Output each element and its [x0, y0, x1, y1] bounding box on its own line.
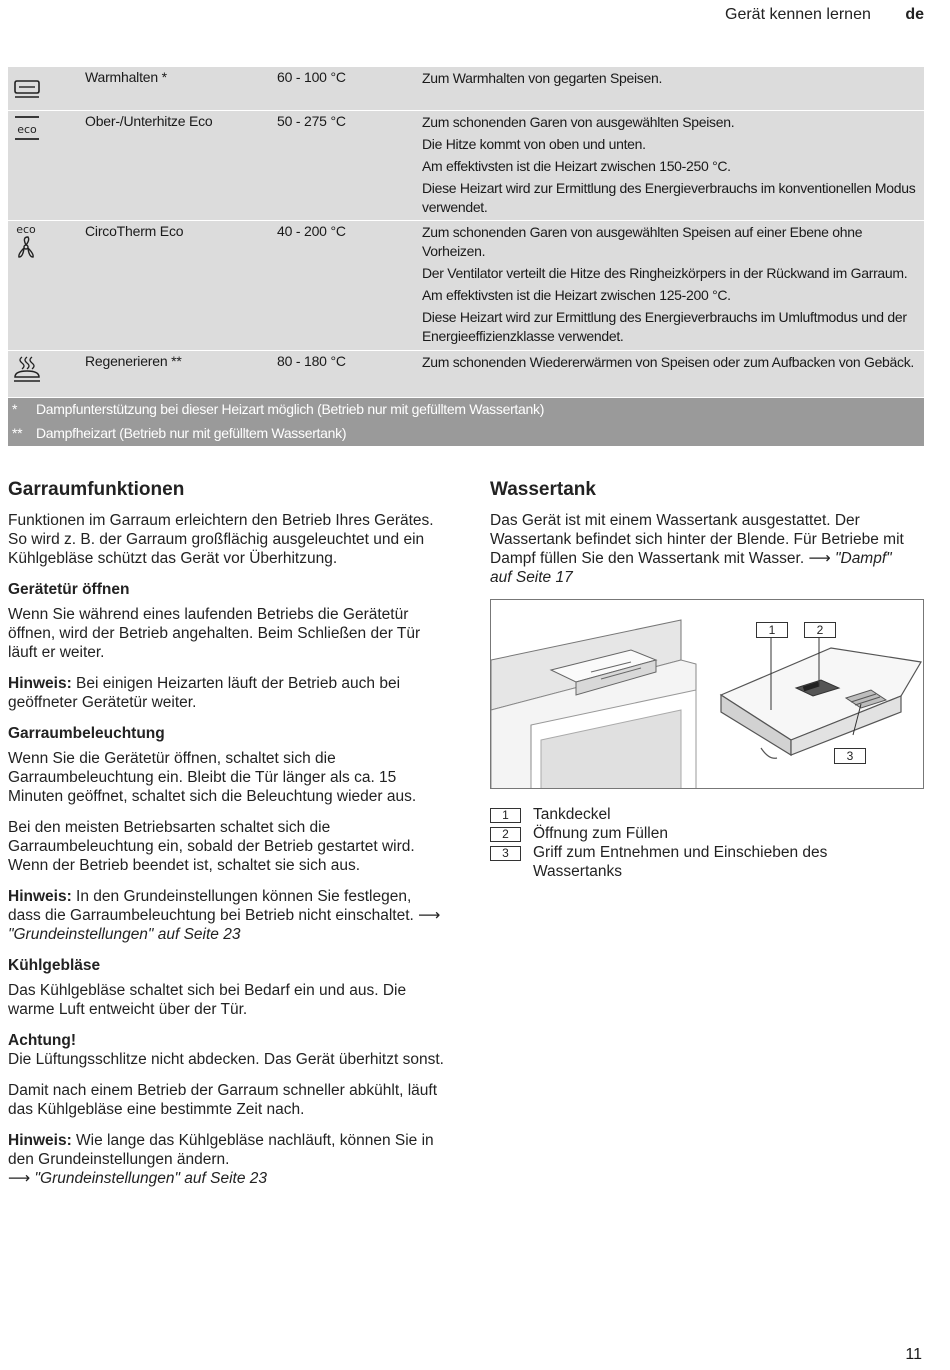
table-row	[8, 111, 924, 221]
legend-number: 1	[490, 808, 521, 823]
desc-line: Der Ventilator verteilt die Hitze des Ringheizkörpers in der Rückwand im Garraum.	[422, 265, 908, 281]
legend-text: Tankdeckel	[533, 806, 611, 823]
heating-modes-table	[8, 67, 924, 446]
note-label: Hinweis:	[8, 675, 72, 692]
footnote	[8, 422, 924, 446]
subheading-light: Garraumbeleuchtung	[8, 725, 165, 742]
footnote-text: Dampfheizart (Betrieb nur mit gefülltem Wassertank)	[36, 425, 347, 441]
note-text: Wie lange das Kühlgebläse nachläuft, können Sie in den Grundeinstellungen ändern.	[8, 1132, 434, 1168]
mode-name: Regenerieren **	[85, 353, 182, 369]
list-item	[490, 805, 915, 824]
list-item	[490, 824, 915, 843]
note-label: Hinweis:	[8, 888, 72, 905]
water-tank-illustration	[490, 599, 924, 789]
mode-name: CircoTherm Eco	[85, 223, 184, 239]
warmhalten-icon	[12, 73, 42, 101]
desc-line: Zum schonenden Garen von ausgewählten Speisen.	[422, 114, 735, 130]
door-note	[8, 674, 448, 712]
fan-warning	[8, 1031, 448, 1069]
mode-description	[422, 351, 924, 378]
mode-name: Ober-/Unterhitze Eco	[85, 113, 213, 129]
table-row	[8, 67, 924, 111]
page-reference-link[interactable]: "Grundeinstellungen" auf Seite 23	[30, 1170, 268, 1187]
callout-2: 2	[804, 622, 836, 638]
mode-description	[422, 221, 924, 352]
mode-name: Warmhalten *	[85, 69, 167, 85]
mode-temp: 80 - 180 °C	[277, 353, 346, 369]
page-header	[725, 6, 924, 24]
list-item	[490, 843, 915, 881]
mode-temp: 40 - 200 °C	[277, 223, 346, 239]
desc-line: Zum schonenden Wiedererwärmen von Speisen oder zum Aufbacken von Gebäck.	[422, 354, 915, 370]
footnote-mark: *	[12, 401, 18, 417]
fan-text-2: Damit nach einem Betrieb der Garraum schneller abkühlt, läuft das Kühlgebläse eine bestimmte Zeit nach.	[8, 1082, 438, 1118]
intro-text: Funktionen im Garraum erleichtern den Betrieb Ihres Gerätes. So wird z. B. der Garraum großflächig ausgeleuchtet und ein Kühlgebläse schützt das Gerät vor Überhitzung.	[8, 512, 434, 567]
warning-text: Die Lüftungsschlitze nicht abdecken. Das Gerät überhitzt sonst.	[8, 1051, 444, 1068]
circotherm-eco-icon	[12, 223, 42, 259]
desc-line: Die Hitze kommt von oben und unten.	[422, 136, 646, 152]
legend-number: 2	[490, 827, 521, 842]
section-title: Gerät kennen lernen	[725, 6, 871, 23]
tank-text-body: Das Gerät ist mit einem Wassertank ausgestattet. Der Wassertank befindet sich hinter der Blende. Für Betriebe mit Dampf füllen Sie den Wassertank mit Wasser.	[490, 512, 904, 567]
section-heading: Wassertank	[490, 479, 596, 500]
callout-1: 1	[756, 622, 788, 638]
arrow-icon: ⟶	[418, 907, 441, 924]
fan-note	[8, 1131, 448, 1188]
desc-line: Zum schonenden Garen von ausgewählten Speisen auf einer Ebene ohne Vorheizen.	[422, 224, 863, 259]
regenerieren-icon	[12, 355, 42, 385]
desc-line: Diese Heizart wird zur Ermittlung des Energieverbrauchs im Umluftmodus und der Energieeffizienzklasse verwendet.	[422, 309, 907, 344]
wassertank-section	[490, 480, 915, 881]
language-tag: de	[905, 6, 924, 23]
fan-text-1: Das Kühlgebläse schaltet sich bei Bedarf ein und aus. Die warme Luft entweicht über der Tür.	[8, 982, 407, 1018]
page-reference-link[interactable]: "Grundeinstellungen" auf Seite 23	[8, 926, 241, 943]
table-footnotes	[8, 398, 924, 446]
garraumfunktionen-section	[8, 480, 448, 1200]
legend-number: 3	[490, 846, 521, 861]
subheading-fan: Kühlgebläse	[8, 957, 101, 974]
ober-unterhitze-eco-icon	[12, 115, 42, 143]
door-text: Wenn Sie während eines laufenden Betriebs die Gerätetür öffnen, wird der Betrieb angehalten. Beim Schließen der Tür läuft er weiter.	[8, 606, 421, 661]
warning-label: Achtung!	[8, 1032, 77, 1049]
light-text-2: Bei den meisten Betriebsarten schaltet sich die Garraumbeleuchtung ein, sobald der Betrieb gestartet wird. Wenn der Betrieb beendet ist, schaltet sie sich aus.	[8, 819, 415, 874]
svg-text:eco: eco	[16, 223, 36, 236]
footnote-mark: **	[12, 425, 23, 441]
legend-text: Griff zum Entnehmen und Einschieben des Wassertanks	[533, 844, 828, 880]
mode-description	[422, 111, 924, 223]
arrow-icon: ⟶	[808, 550, 831, 567]
note-text: Bei einigen Heizarten läuft der Betrieb auch bei geöffneter Gerätetür weiter.	[8, 675, 401, 711]
desc-line: Zum Warmhalten von gegarten Speisen.	[422, 70, 663, 86]
table-row	[8, 221, 924, 351]
svg-text:eco: eco	[17, 123, 37, 136]
subheading-door: Gerätetür öffnen	[8, 581, 130, 598]
legend-text: Öffnung zum Füllen	[533, 825, 668, 842]
desc-line: Am effektivsten ist die Heizart zwischen 125-200 °C.	[422, 287, 731, 303]
page-reference-link[interactable]: "Dampf" auf Seite 17	[490, 550, 892, 586]
note-text: In den Grundeinstellungen können Sie festlegen, dass die Garraumbeleuchtung bei Betrieb nicht einschaltet.	[8, 888, 419, 924]
desc-line: Diese Heizart wird zur Ermittlung des Energieverbrauchs im konventionellen Modus verwendet.	[422, 180, 916, 215]
tank-legend	[490, 805, 915, 881]
arrow-icon: ⟶	[8, 1170, 31, 1187]
note-label: Hinweis:	[8, 1132, 72, 1149]
light-note	[8, 887, 448, 944]
page-number: 11	[905, 1346, 922, 1363]
footnote	[8, 398, 924, 422]
section-heading: Garraumfunktionen	[8, 479, 185, 500]
mode-description	[422, 67, 924, 94]
callout-3: 3	[834, 748, 866, 764]
mode-temp: 60 - 100 °C	[277, 69, 346, 85]
tank-text	[490, 511, 915, 587]
footnote-text: Dampfunterstützung bei dieser Heizart möglich (Betrieb nur mit gefülltem Wassertank)	[36, 401, 545, 417]
mode-temp: 50 - 275 °C	[277, 113, 346, 129]
desc-line: Am effektivsten ist die Heizart zwischen 150-250 °C.	[422, 158, 731, 174]
light-text-1: Wenn Sie die Gerätetür öffnen, schaltet sich die Garraumbeleuchtung ein. Bleibt die Tür länger als ca. 15 Minuten geöffnet, schaltet sich die Beleuchtung wieder aus.	[8, 750, 417, 805]
table-row	[8, 351, 924, 398]
